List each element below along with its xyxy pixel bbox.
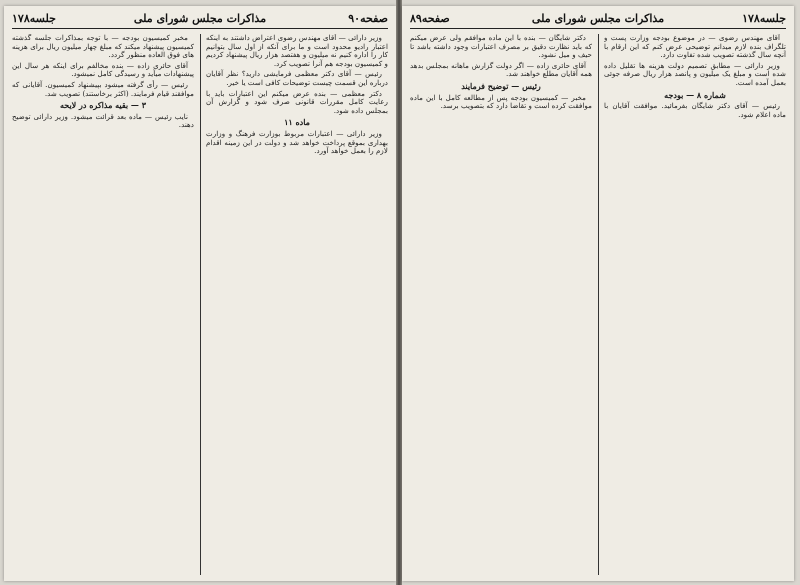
left-header-session: صفحه۹۰ xyxy=(348,12,388,25)
paragraph: مخبر کمیسیون بودجه — با توجه بمذاکرات جلسه گذشته کمیسیون پیشنهاد میکند که مبلغ چهار میلیون ریال برای هزینه های فوق العاده منظور گردد. xyxy=(12,34,194,60)
right-header-page: صفحه۸۹ xyxy=(410,12,450,25)
column-rule xyxy=(200,34,201,575)
column-rule xyxy=(598,34,599,575)
right-page-header xyxy=(410,10,786,29)
right-page-column-right xyxy=(604,34,786,575)
paragraph: وزیر دارائی — مطابق تصمیم دولت هزینه ها تقلیل داده شده است و مبلغ یک میلیون و پانصد هزار ریال صرفه جوئی بعمل آمده است. xyxy=(604,60,786,87)
left-header-title: مذاکرات مجلس شورای ملی xyxy=(133,12,267,25)
paragraph: رئیس — آقای دکتر شایگان بفرمائید. موافقت آقایان با ماده اعلام شود. xyxy=(604,101,786,119)
right-page-columns xyxy=(410,34,786,575)
paragraph: آقای حائری زاده — اگر دولت گزارش ماهانه بمجلس بدهد همه آقایان مطلع خواهند شد. xyxy=(410,60,592,79)
paragraph: وزیر دارائی — اعتبارات مربوط بوزارت فرهنگ و وزارت بهداری بموقع پرداخت خواهد شد و دولت در این زمینه اقدام لازم را بعمل خواهد آورد. xyxy=(206,128,388,156)
section-heading: شماره ۸ — بودجه xyxy=(664,89,726,100)
paragraph: نایب رئیس — ماده بعد قرائت میشود. وزیر دارائی توضیح دهند. xyxy=(12,111,194,130)
right-page-column-left xyxy=(410,34,592,575)
right-header-session: جلسه۱۷۸ xyxy=(742,12,786,25)
left-page-columns xyxy=(12,34,388,575)
left-page-column-left xyxy=(12,34,194,575)
paragraph: رئیس — آقای دکتر معظمی فرمایشی دارید؟ نظر آقایان درباره این قسمت چیست توضیحات کافی است یا خیر. xyxy=(206,69,388,87)
paragraph: وزیر دارائی — آقای مهندس رضوی اعتراض داشتند به اینکه اعتبار رادیو محدود است و ما برای آنکه از اول سال بتوانیم کار را اداره کنیم نه میلیون و هفتصد هزار ریال پیشنهاد کردیم و کمیسیون بودجه هم آنرا تصویب کرد. xyxy=(206,34,388,68)
paragraph: آقای مهندس رضوی — در موضوع بودجه وزارت پست و تلگراف بنده لازم میدانم توضیحی عرض کنم که این ارقام با آنچه سال گذشته تصویب شده تفاوت دارد. xyxy=(604,34,786,60)
paragraph: آقای حائری زاده — بنده مخالفم برای اینکه هر سال این پیشنهادات میآید و رسیدگی کامل نمیشود. xyxy=(12,60,194,79)
section-heading: ماده ۱۱ xyxy=(284,117,310,128)
left-page-header xyxy=(12,10,388,29)
section-heading: ۳ — بقیه مذاکره در لایحه xyxy=(60,100,146,111)
right-page xyxy=(402,6,794,581)
paragraph: دکتر معظمی — بنده عرض میکنم این اعتبارات باید با رعایت کامل مقررات قانونی صرف شود و گزارش آن بمجلس داده شود. xyxy=(206,88,388,115)
section-heading: رئیس — توضیح فرمایند xyxy=(461,80,541,91)
left-header-page: جلسه۱۷۸ xyxy=(12,12,56,25)
left-page xyxy=(4,6,396,581)
right-header-title: مذاکرات مجلس شورای ملی xyxy=(531,12,665,25)
paragraph: رئیس — رأی گرفته میشود بپیشنهاد کمیسیون. آقایانی که موافقند قیام فرمایند. (اکثر برخاستند) تصویب شد. xyxy=(12,79,194,98)
left-page-column-right xyxy=(206,34,388,575)
paragraph: دکتر شایگان — بنده با این ماده موافقم ولی عرض میکنم که باید نظارت دقیق بر مصرف اعتبارات وجود داشته باشد تا حیف و میل نشود. xyxy=(410,34,592,60)
paragraph: مخبر — کمیسیون بودجه پس از مطالعه کامل با این ماده موافقت کرده است و تقاضا دارد که بتصویب برسد. xyxy=(410,92,592,111)
